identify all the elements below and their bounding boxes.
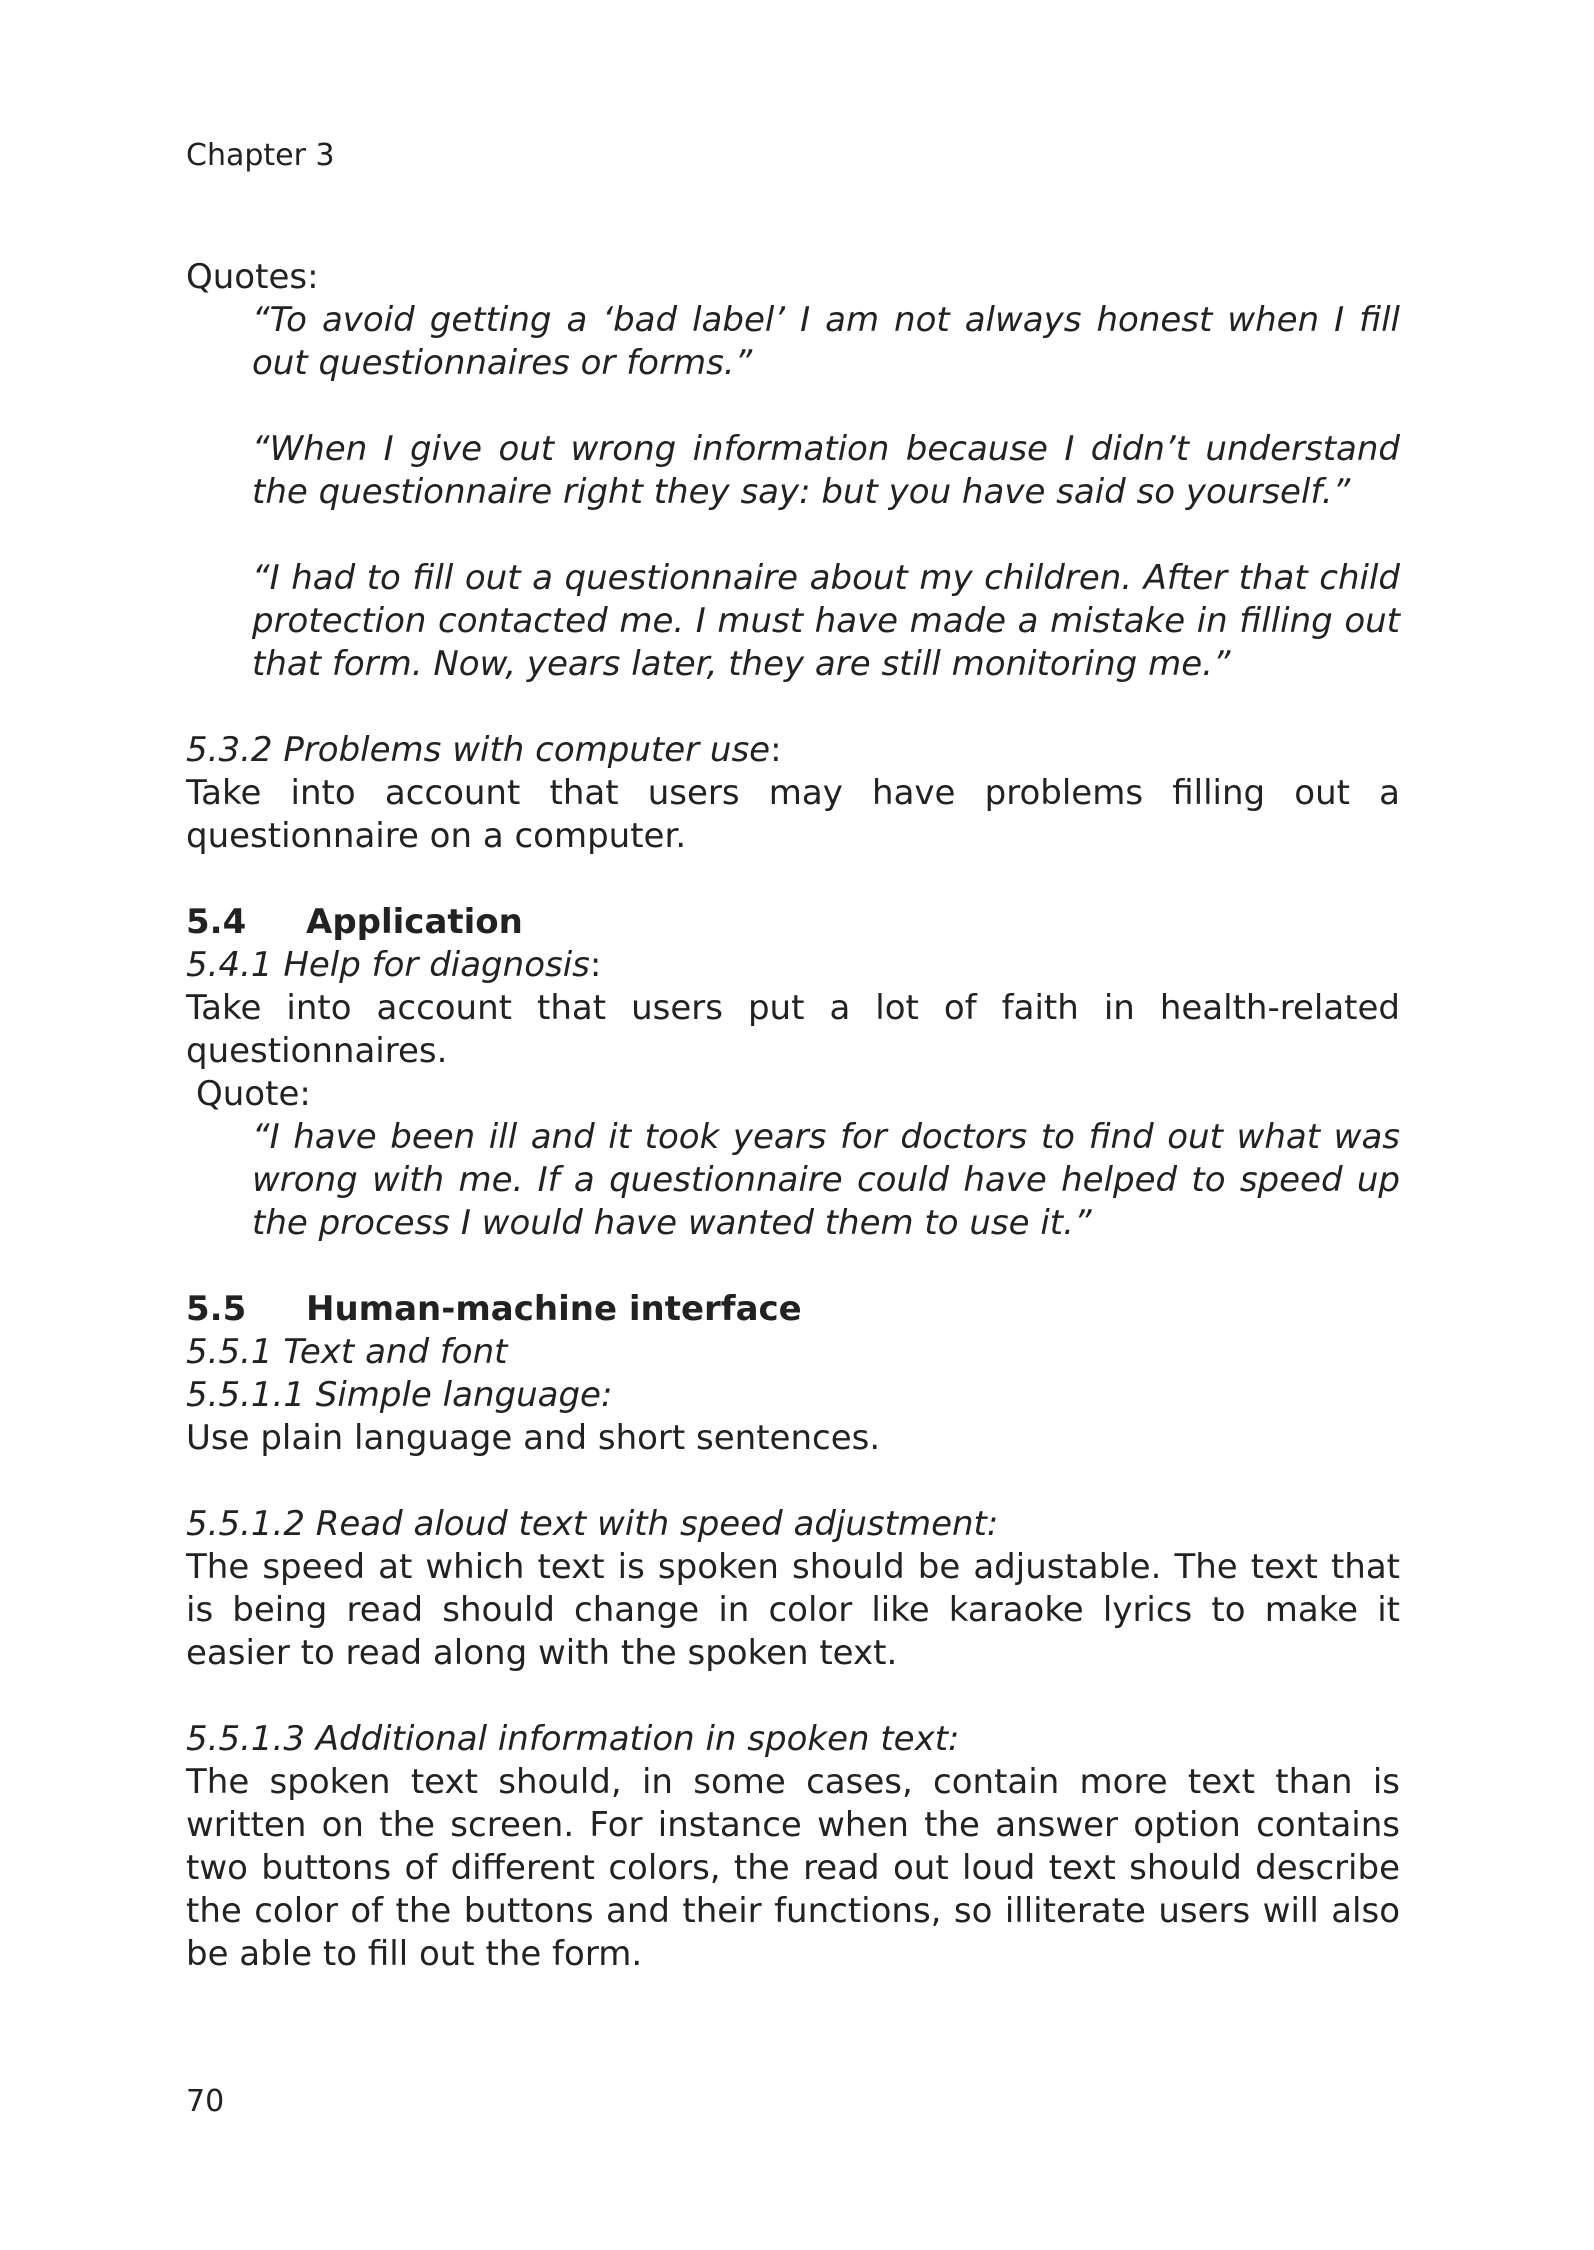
subsection-title-colon: :: [589, 945, 602, 985]
running-header: Chapter 3: [186, 138, 335, 173]
item-heading-5-5-1-1: 5.5.1.1 Simple language:: [186, 1375, 613, 1415]
section-heading-5-4: [186, 901, 1400, 944]
subsection-title: 5.3.2 Problems with computer use: [186, 730, 771, 770]
spacer: [186, 858, 1400, 901]
item-heading-5-5-1-2: 5.5.1.2 Read aloud text with speed adjustment:: [186, 1504, 999, 1544]
section-title: Application: [306, 902, 523, 942]
quote-4: “I have been ill and it took years for doctors to find out what was wrong with me. If a questionnaire could have helped to speed up the process I would have wanted them to use it.”: [252, 1117, 1400, 1243]
subsection-title: 5.4.1 Help for diagnosis: [186, 945, 590, 985]
paragraph-5-5-1-2: The speed at which text is spoken should be adjustable. The text that is being read should change in color like karaoke lyrics to make it easier to read along with the spoken text.: [186, 1547, 1400, 1673]
section-heading-5-5: [186, 1288, 1400, 1331]
section-number: 5.4: [186, 902, 247, 942]
subsection-title-colon: :: [770, 730, 782, 770]
spacer: [186, 1460, 1400, 1503]
quote-3: “I had to fill out a questionnaire about my children. After that child protection contacted me. I must have made a mistake in filling out that form. Now, years later, they are still monitoring me.”: [252, 558, 1400, 684]
paragraph-5-5-1-1: Use plain language and short sentences.: [186, 1418, 881, 1458]
spacer: [186, 1675, 1400, 1718]
quotes-label: Quotes:: [186, 257, 319, 297]
item-heading-5-5-1-3: 5.5.1.3 Additional information in spoken text:: [186, 1719, 960, 1759]
paragraph-5-4-1: Take into account that users put a lot of faith in health-related questionnaires.: [186, 988, 1400, 1071]
subsection-heading-5-4-1: [186, 944, 1400, 987]
quote-2: “When I give out wrong information because I didn’t understand the questionnaire right they say: but you have said so yourself.”: [252, 429, 1400, 512]
page-body: [186, 256, 1400, 1976]
spacer: [186, 385, 1400, 428]
section-number: 5.5: [186, 1289, 247, 1329]
subsection-heading-5-5-1: 5.5.1 Text and font: [186, 1332, 508, 1372]
spacer: [186, 686, 1400, 729]
section-title: Human-machine interface: [306, 1289, 802, 1329]
subsection-heading-5-3-2: [186, 729, 1400, 772]
page-number: 70: [186, 2084, 225, 2119]
spacer: [186, 1245, 1400, 1288]
quote-1: “To avoid getting a ‘bad label’ I am not always honest when I fill out questionnaires or forms.”: [252, 300, 1400, 383]
spacer: [186, 514, 1400, 557]
paragraph-5-3-2: Take into account that users may have problems filling out a questionnaire on a computer.: [186, 773, 1400, 856]
paragraph-5-5-1-3: The spoken text should, in some cases, contain more text than is written on the screen. For instance when the answer option contains two buttons of different colors, the read out loud text should describe the color of the buttons and their functions, so illiterate users will also be able to fill out the form.: [186, 1762, 1400, 1974]
quote-label: Quote:: [196, 1074, 311, 1114]
